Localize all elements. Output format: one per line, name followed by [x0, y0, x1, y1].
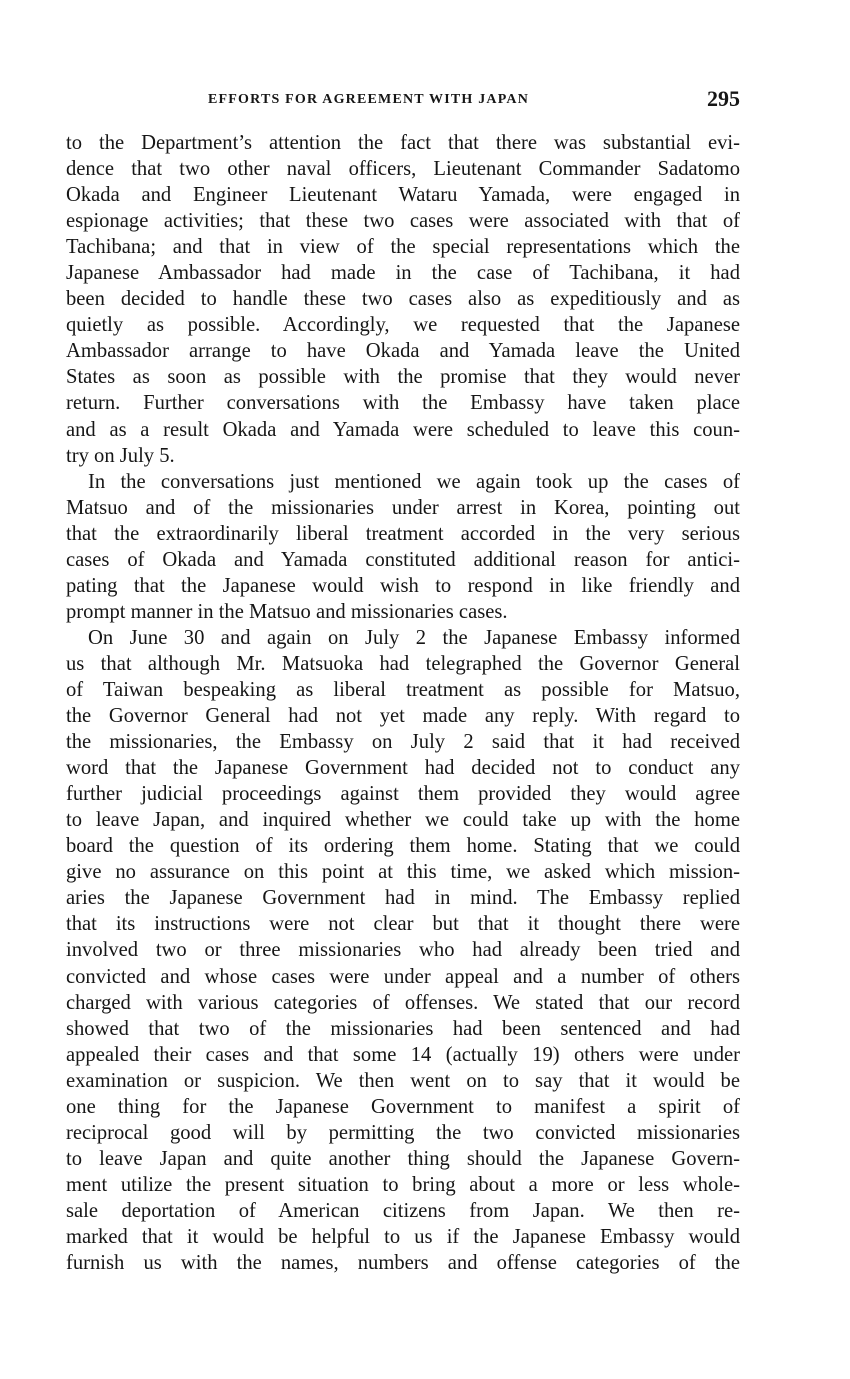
text-line: Okada and Engineer Lieutenant Wataru Yamada, were engaged in — [66, 184, 740, 207]
text-line: charged with various categories of offenses. We stated that our record — [66, 991, 740, 1014]
text-line: return. Further conversations with the Embassy have taken place — [66, 392, 740, 415]
text-line: Tachibana; and that in view of the special representations which the — [66, 236, 740, 259]
text-line: marked that it would be helpful to us if the Japanese Embassy would — [66, 1225, 740, 1248]
text-line: involved two or three missionaries who had already been tried and — [66, 939, 740, 962]
text-line: been decided to handle these two cases also as expeditiously and as — [66, 288, 740, 311]
text-line: the missionaries, the Embassy on July 2 said that it had received — [66, 731, 740, 754]
text-line: to the Department’s attention the fact that there was substantial evi- — [66, 132, 740, 154]
text-line: prompt manner in the Matsuo and missionaries cases. — [66, 600, 508, 623]
text-line: that the extraordinarily liberal treatment accorded in the very serious — [66, 522, 740, 545]
text-line: to leave Japan and quite another thing should the Japanese Govern- — [66, 1147, 740, 1170]
text-line: Japanese Ambassador had made in the case of Tachibana, it had — [66, 262, 740, 285]
text-line: and as a result Okada and Yamada were scheduled to leave this coun- — [66, 418, 740, 441]
text-line: give no assurance on this point at this time, we asked which mission- — [66, 861, 740, 884]
text-line: the Governor General had not yet made any reply. With regard to — [66, 705, 740, 728]
text-line: board the question of its ordering them home. Stating that we could — [66, 835, 740, 858]
paragraph — [66, 130, 740, 469]
text-line: On June 30 and again on July 2 the Japanese Embassy informed — [88, 626, 740, 649]
body-text — [66, 130, 740, 1276]
text-line: In the conversations just mentioned we again took up the cases of — [88, 470, 740, 493]
text-line: quietly as possible. Accordingly, we requested that the Japanese — [66, 314, 740, 337]
text-line: aries the Japanese Government had in mind. The Embassy replied — [66, 887, 740, 910]
text-line: appealed their cases and that some 14 (actually 19) others were under — [66, 1043, 740, 1066]
text-line: us that although Mr. Matsuoka had telegraphed the Governor General — [66, 652, 740, 675]
paragraph — [66, 469, 740, 625]
text-line: that its instructions were not clear but that it thought there were — [66, 913, 740, 936]
page-number: 295 — [707, 86, 740, 111]
text-line: sale deportation of American citizens from Japan. We then re- — [66, 1199, 740, 1222]
text-line: ment utilize the present situation to bring about a more or less whole- — [66, 1173, 740, 1196]
text-line: cases of Okada and Yamada constituted additional reason for antici- — [66, 548, 740, 571]
text-line: further judicial proceedings against them provided they would agree — [66, 783, 740, 806]
text-line: reciprocal good will by permitting the two convicted missionaries — [66, 1121, 740, 1144]
text-line: Ambassador arrange to have Okada and Yamada leave the United — [66, 340, 740, 363]
text-line: pating that the Japanese would wish to respond in like friendly and — [66, 574, 740, 597]
text-line: showed that two of the missionaries had been sentenced and had — [66, 1017, 740, 1040]
text-line: furnish us with the names, numbers and offense categories of the — [66, 1252, 740, 1275]
text-line: of Taiwan bespeaking as liberal treatment as possible for Matsuo, — [66, 678, 740, 701]
text-line: examination or suspicion. We then went on to say that it would be — [66, 1069, 740, 1092]
text-line: word that the Japanese Government had decided not to conduct any — [66, 757, 740, 780]
text-line: dence that two other naval officers, Lieutenant Commander Sadatomo — [66, 158, 740, 181]
running-title: EFFORTS FOR AGREEMENT WITH JAPAN — [208, 92, 530, 107]
text-line: try on July 5. — [66, 444, 175, 467]
text-line: to leave Japan, and inquired whether we could take up with the home — [66, 809, 740, 832]
text-line: States as soon as possible with the promise that they would never — [66, 366, 740, 389]
text-line: one thing for the Japanese Government to manifest a spirit of — [66, 1095, 740, 1118]
text-line: Matsuo and of the missionaries under arrest in Korea, pointing out — [66, 496, 740, 519]
text-line: convicted and whose cases were under appeal and a number of others — [66, 965, 740, 988]
text-line: espionage activities; that these two cases were associated with that of — [66, 210, 740, 233]
running-header — [66, 86, 742, 116]
paragraph — [66, 625, 740, 1276]
